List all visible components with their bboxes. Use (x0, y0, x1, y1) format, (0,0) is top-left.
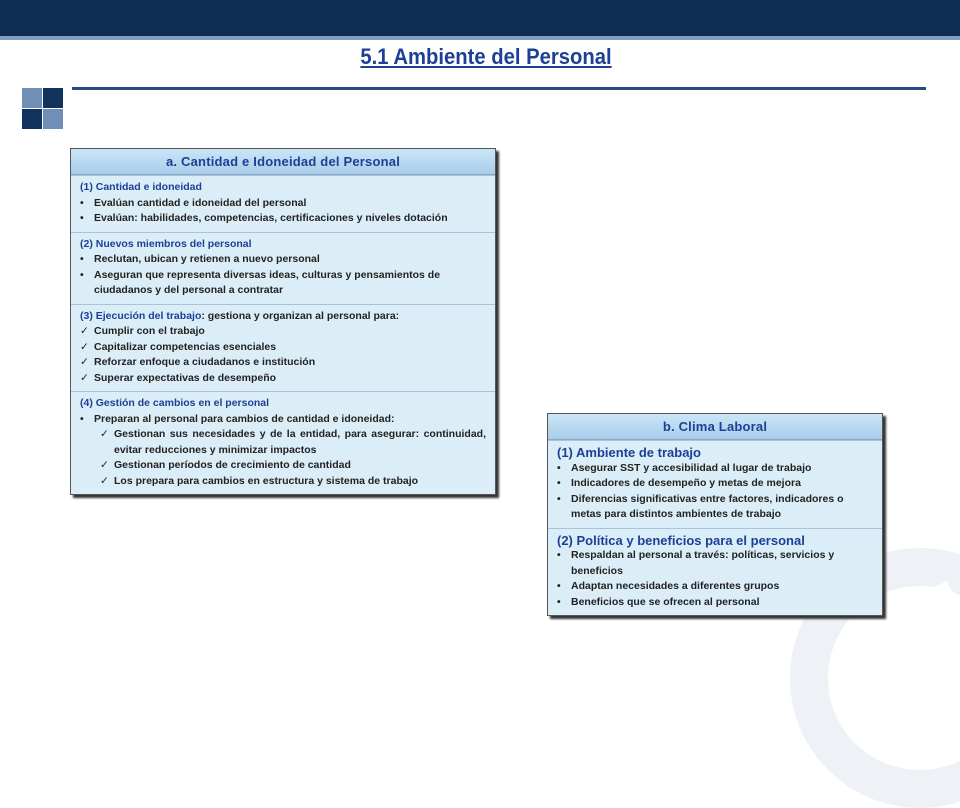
sub-list-item: ✓ Gestionan períodos de crecimiento de cantidad (80, 458, 486, 474)
bullet-icon: • (557, 477, 561, 489)
list-item: • Asegurar SST y accesibilidad al lugar de trabajo (557, 461, 873, 477)
section-title-suffix: : gestiona y organizan al personal para: (201, 309, 400, 322)
top-accent-line (0, 36, 960, 40)
squares-logo-icon (22, 88, 64, 130)
bullet-icon: • (80, 196, 84, 209)
section-ambiente-trabajo (548, 440, 882, 528)
list-item: • Beneficios que se ofrecen al personal (557, 595, 873, 611)
bullet-icon: • (80, 412, 84, 425)
section-title: (4) Gestión de cambios en el personal (80, 397, 270, 409)
list-item: • Respaldan al personal a través: políticas, servicios y beneficios (557, 549, 835, 577)
bullet-icon: • (80, 268, 84, 281)
section-cantidad (71, 175, 495, 232)
list-item: • Indicadores de desempeño y metas de mejora (557, 476, 873, 492)
list-item: ✓ Cumplir con el trabajo (80, 324, 486, 340)
panel-clima-laboral (547, 413, 883, 616)
list-item: ✓ Superar expectativas de desempeño (80, 371, 486, 387)
list-item: • Evalúan cantidad e idoneidad del personal (80, 196, 486, 212)
section-title: (2) Nuevos miembros del personal (80, 237, 252, 250)
bullet-icon: • (557, 580, 561, 592)
check-icon: ✓ (80, 340, 89, 353)
section-title: (3) Ejecución del trabajo (80, 309, 202, 322)
list-item: • Diferencias significativas entre factores, indicadores o metas para distintos ambientes de trabajo (557, 492, 844, 520)
check-icon: ✓ (80, 371, 89, 384)
check-icon: ✓ (100, 428, 109, 440)
bullet-icon: • (80, 253, 84, 265)
section-politica-beneficios (548, 528, 882, 616)
section-nuevos-miembros (71, 232, 495, 304)
bullet-icon: • (557, 492, 561, 505)
top-banner (0, 0, 960, 36)
bullet-icon: • (557, 549, 561, 561)
check-icon: ✓ (80, 356, 89, 368)
check-icon: ✓ (80, 325, 89, 337)
check-icon: ✓ (100, 459, 109, 471)
page-title: 5.1 Ambiente del Personal (360, 44, 612, 69)
check-icon: ✓ (100, 474, 109, 487)
list-item: • Evalúan: habilidades, competencias, certificaciones y niveles dotación (80, 211, 486, 227)
section-title: (1) Cantidad e idoneidad (80, 181, 202, 193)
list-item: ✓ Capitalizar competencias esenciales (80, 340, 486, 356)
bullet-icon: • (80, 212, 84, 224)
list-item: • Adaptan necesidades a diferentes grupos (557, 579, 873, 595)
list-item: • Preparan al personal para cambios de cantidad e idoneidad: (80, 412, 486, 428)
bullet-icon: • (557, 461, 561, 474)
section-ejecucion (71, 304, 495, 392)
list-item: ✓ Reforzar enfoque a ciudadanos e institución (80, 355, 486, 371)
section-title: (2) Política y beneficios para el personal (557, 532, 805, 548)
panel-cantidad-idoneidad (70, 148, 496, 495)
bullet-icon: • (557, 595, 561, 608)
header-divider (72, 87, 926, 90)
list-item: • Reclutan, ubican y retienen a nuevo personal (80, 252, 486, 268)
section-gestion-cambios (71, 391, 495, 494)
sub-list-item: ✓ Los prepara para cambios en estructura y sistema de trabajo (80, 474, 486, 490)
section-title: (1) Ambiente de trabajo (557, 445, 701, 460)
list-item: • Aseguran que representa diversas ideas, culturas y pensamientos de ciudadanos y del personal a contratar (80, 268, 441, 296)
panel-b-title: b. Clima Laboral (548, 414, 882, 440)
sub-list-item: ✓ Gestionan sus necesidades y de la entidad, para asegurar: continuidad, evitar reducciones y minimizar impactos (100, 428, 486, 456)
panel-a-title: a. Cantidad e Idoneidad del Personal (71, 149, 495, 175)
